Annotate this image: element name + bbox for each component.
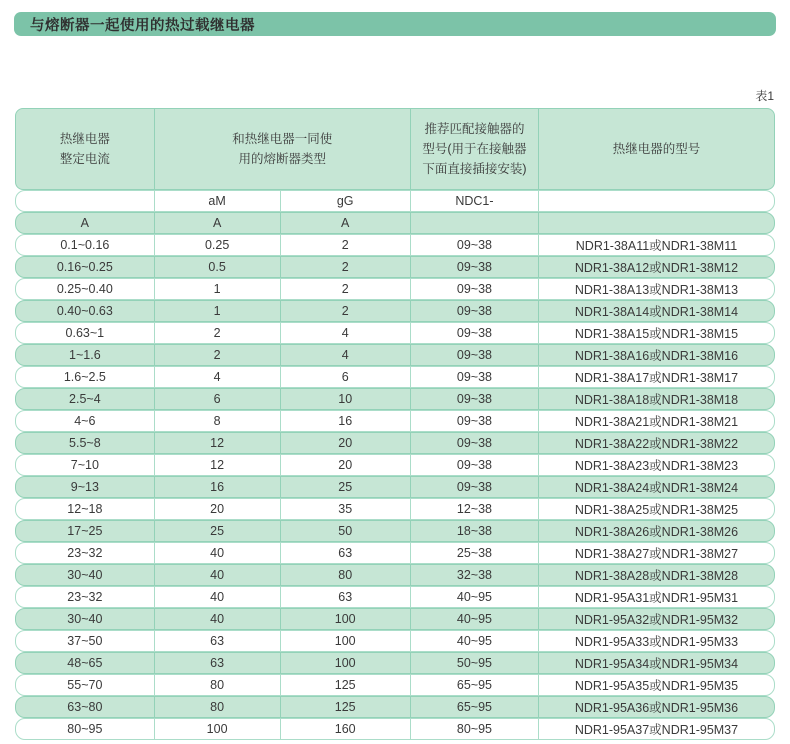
table-cell: 100 [281,631,411,651]
table-row [15,278,775,300]
table-cell: 6 [155,389,281,409]
table-cell: 50 [281,521,411,541]
table-cell: 09~38 [411,455,539,475]
table-cell: 18~38 [411,521,539,541]
units-cell: A [281,213,411,233]
subheader-cell-gg: gG [281,191,411,211]
table-cell: NDR1-95A33或NDR1-95M33 [574,635,739,649]
table-cell: 09~38 [411,433,539,453]
units-cell [411,213,539,233]
table-cell: 80 [155,697,281,717]
table-cell: 63 [155,631,281,651]
subheader-cell-am: aM [155,191,281,211]
table-cell: 100 [281,653,411,673]
table-cell: NDR1-38A23或NDR1-38M23 [574,459,739,473]
table-cell: 40~95 [411,631,539,651]
table-cell: 125 [281,697,411,717]
table-label: 表1 [755,89,774,103]
table-subheader-row [15,190,775,212]
table-cell: NDR1-38A25或NDR1-38M25 [574,503,739,517]
table-cell: 80 [155,675,281,695]
units-cell: A [16,213,155,233]
table-cell: 63 [281,543,411,563]
table-cell: 16 [155,477,281,497]
table-cell: NDR1-38A12或NDR1-38M12 [574,261,739,275]
table-cell: 0.5 [155,257,281,277]
page-title [14,12,776,36]
table-header-row [15,108,775,190]
table-cell: 12 [155,455,281,475]
units-cell [539,213,774,233]
header-line: 用的熔断器类型 [238,152,327,166]
table-cell: 65~95 [411,697,539,717]
table-row [15,322,775,344]
table-cell: 9~13 [16,477,155,497]
table-cell: 0.25 [155,235,281,255]
table-cell: 8 [155,411,281,431]
table-cell: 30~40 [16,609,155,629]
table-cell: 09~38 [411,279,539,299]
table-cell: NDR1-38A16或NDR1-38M16 [574,349,739,363]
table-cell: 09~38 [411,477,539,497]
table-cell: 100 [281,609,411,629]
table-cell: 30~40 [16,565,155,585]
table-cell: 48~65 [16,653,155,673]
table-cell: NDR1-38A18或NDR1-38M18 [574,393,739,407]
table-cell: NDR1-38A26或NDR1-38M26 [574,525,739,539]
header-relay-model [539,109,774,189]
table-cell: 23~32 [16,543,155,563]
table-cell: 1~1.6 [16,345,155,365]
table-cell: 09~38 [411,257,539,277]
table-cell: NDR1-38A13或NDR1-38M13 [574,283,739,297]
table-cell: 32~38 [411,565,539,585]
table-cell: NDR1-95A31或NDR1-95M31 [574,591,739,605]
table-cell: 63 [155,653,281,673]
table-cell: 0.16~0.25 [16,257,155,277]
table-cell: 80~95 [16,719,155,739]
table-cell: 09~38 [411,389,539,409]
table-cell: NDR1-38A17或NDR1-38M17 [574,371,739,385]
table-cell: 63~80 [16,697,155,717]
table-cell: 1.6~2.5 [16,367,155,387]
table-cell: 12~38 [411,499,539,519]
table-row [15,234,775,256]
table-cell: 2 [281,257,411,277]
table-row [15,366,775,388]
table-cell: 4 [155,367,281,387]
table-cell: 10 [281,389,411,409]
table-cell: 55~70 [16,675,155,695]
header-line: 热继电器 [59,132,110,146]
table-row [15,564,775,586]
table-cell: 17~25 [16,521,155,541]
table-cell: 4~6 [16,411,155,431]
table-cell: NDR1-38A27或NDR1-38M27 [574,547,739,561]
table-cell: NDR1-38A14或NDR1-38M14 [574,305,739,319]
table-cell: 25~38 [411,543,539,563]
table-row [15,696,775,718]
table-cell: 20 [281,433,411,453]
table-row [15,630,775,652]
table-cell: NDR1-95A37或NDR1-95M37 [574,723,739,737]
table-cell: 40~95 [411,587,539,607]
header-contactor-model [411,109,539,189]
table-row [15,498,775,520]
table-row [15,674,775,696]
table-cell: 5.5~8 [16,433,155,453]
table-cell: 16 [281,411,411,431]
table-cell: 160 [281,719,411,739]
table-cell: NDR1-38A15或NDR1-38M15 [574,327,739,341]
table-cell: 0.1~0.16 [16,235,155,255]
table-cell: 2 [155,345,281,365]
table-cell: 20 [281,455,411,475]
table-cell: 09~38 [411,301,539,321]
table-cell: 80 [281,565,411,585]
table-row [15,520,775,542]
table-row [15,388,775,410]
table-cell: 12~18 [16,499,155,519]
header-line: 整定电流 [59,152,110,166]
table-cell: 2.5~4 [16,389,155,409]
subheader-cell [16,191,155,211]
table-cell: 09~38 [411,367,539,387]
table-row [15,432,775,454]
table-cell: 80~95 [411,719,539,739]
page-title-text: 与熔断器一起使用的热过载继电器 [30,17,255,34]
table-body [15,234,775,740]
table-cell: 7~10 [16,455,155,475]
table-cell: 100 [155,719,281,739]
table-row [15,718,775,740]
table-row [15,476,775,498]
table-cell: NDR1-38A24或NDR1-38M24 [574,481,739,495]
table-cell: 23~32 [16,587,155,607]
table-cell: NDR1-38A28或NDR1-38M28 [574,569,739,583]
table-row [15,652,775,674]
table-cell: 09~38 [411,323,539,343]
table-cell: 25 [155,521,281,541]
table-cell: 35 [281,499,411,519]
table-cell: 4 [281,345,411,365]
table-cell: 0.63~1 [16,323,155,343]
table-cell: 4 [281,323,411,343]
table-cell: NDR1-38A22或NDR1-38M22 [574,437,739,451]
table-cell: NDR1-95A35或NDR1-95M35 [574,679,739,693]
table-cell: 40 [155,565,281,585]
table-cell: 25 [281,477,411,497]
table-cell: 65~95 [411,675,539,695]
table-cell: 0.25~0.40 [16,279,155,299]
table-row [15,300,775,322]
table-cell: 40 [155,609,281,629]
table-cell: 2 [281,279,411,299]
table-cell: 63 [281,587,411,607]
header-line: 热继电器的型号 [612,142,701,156]
units-cell: A [155,213,281,233]
table-cell: 2 [155,323,281,343]
subheader-cell [539,191,774,211]
table-units-row [15,212,775,234]
table-cell: 12 [155,433,281,453]
table-cell: 6 [281,367,411,387]
table-cell: 40~95 [411,609,539,629]
header-line: 下面直接插接安装) [422,162,527,176]
table-cell: 1 [155,301,281,321]
table-cell: NDR1-38A21或NDR1-38M21 [574,415,739,429]
table-cell: 0.40~0.63 [16,301,155,321]
table-cell: 125 [281,675,411,695]
header-line: 和热继电器一同使 [232,132,333,146]
table-cell: 2 [281,301,411,321]
table-row [15,454,775,476]
header-relay-current [16,109,155,189]
table-cell: 09~38 [411,345,539,365]
table-cell: 40 [155,587,281,607]
table-row [15,256,775,278]
table-cell: 2 [281,235,411,255]
table-cell: NDR1-38A11或NDR1-38M11 [575,239,738,253]
header-fuse-type [155,109,411,189]
header-line: 推荐匹配接触器的 [424,122,525,136]
table-cell: 09~38 [411,235,539,255]
table-cell: NDR1-95A36或NDR1-95M36 [574,701,739,715]
table-cell: 20 [155,499,281,519]
table-row [15,410,775,432]
table-cell: 1 [155,279,281,299]
table-cell: 37~50 [16,631,155,651]
table-row [15,586,775,608]
relay-fuse-table [15,108,775,740]
table-row [15,344,775,366]
table-row [15,608,775,630]
table-cell: 50~95 [411,653,539,673]
subheader-cell-ndc1: NDC1- [411,191,539,211]
table-cell: 40 [155,543,281,563]
table-cell: 09~38 [411,411,539,431]
table-row [15,542,775,564]
table-cell: NDR1-95A32或NDR1-95M32 [574,613,739,627]
table-cell: NDR1-95A34或NDR1-95M34 [574,657,739,671]
header-line: 型号(用于在接触器 [422,142,527,156]
